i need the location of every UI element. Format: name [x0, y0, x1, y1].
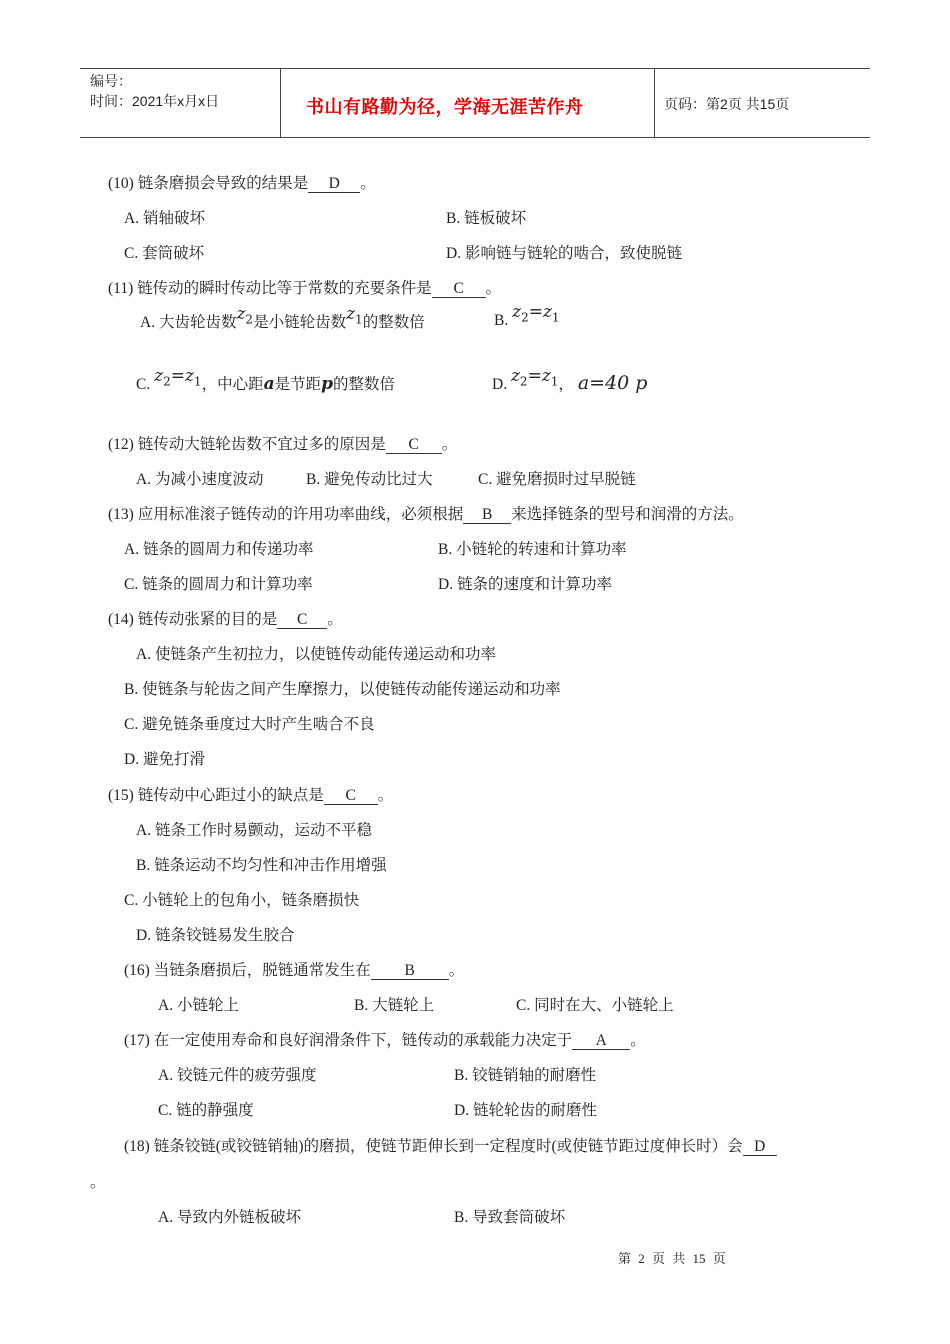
page-footer: 第 2 页 共 15 页 — [618, 1251, 726, 1266]
question-stem: (16) 当链条磨损后，脱链通常发生在 — [124, 962, 371, 979]
option-b: B. 链板破坏 — [446, 210, 527, 227]
option-b: B. 导致套筒破坏 — [454, 1209, 566, 1226]
question-15 — [108, 783, 393, 805]
option-c: C. 小链轮上的包角小，链条磨损快 — [124, 892, 360, 909]
option-c: C. 套筒破坏 — [124, 245, 205, 262]
option-a: A. 使链条产生初拉力，以使链传动能传递运动和功率 — [136, 646, 496, 663]
answer-blank: C — [324, 788, 378, 805]
question-end: 。 — [360, 175, 376, 192]
answer-blank: D — [308, 176, 360, 193]
option-b: B. 大链轮上 — [354, 997, 435, 1014]
code-label: 编号： — [90, 73, 132, 89]
option-a: A. 铰链元件的疲劳强度 — [158, 1067, 317, 1084]
header-divider — [654, 69, 655, 137]
option-d: D. 避免打滑 — [124, 751, 205, 768]
question-stem: (14) 链传动张紧的目的是 — [108, 611, 278, 628]
question-stem: (10) 链条磨损会导致的结果是 — [108, 175, 309, 192]
option-a: A. 链条工作时易颤动，运动不平稳 — [136, 822, 372, 839]
a-40p-math: a=40 p — [577, 372, 648, 394]
question-stem: (18) 链条铰链(或铰链销轴)的磨损，使链节距伸长到一定程度时(或使链节距过度伸长时）会 — [124, 1138, 743, 1155]
question-11 — [108, 276, 501, 298]
question-end: 。 — [630, 1032, 646, 1049]
option-b: B. 避免传动比过大 — [306, 471, 433, 488]
answer-blank: C — [386, 437, 442, 454]
z2-equals-z1-math: $z_2=z_1$ — [510, 366, 559, 389]
question-stem: (13) 应用标准滚子链传动的许用功率曲线，必须根据 — [108, 506, 464, 523]
question-12 — [108, 432, 457, 454]
question-end: 。 — [441, 436, 458, 453]
option-a: A. 小链轮上 — [158, 997, 239, 1014]
option-a: A. 链条的圆周力和传递功率 — [124, 541, 314, 558]
question-stem: (12) 链传动大链轮齿数不宜过多的原因是 — [108, 436, 386, 453]
option-d: D. $z_2=z_1$， a=40 p — [492, 366, 648, 394]
question-end: 。 — [485, 280, 502, 297]
header-divider — [280, 69, 281, 137]
option-b: B. 使链条与轮齿之间产生摩擦力，以使链传动能传递运动和功率 — [124, 681, 561, 698]
motto: 书山有路勤为径，学海无涯苦作舟 — [306, 97, 584, 117]
time-label: 时间：2021年x月x日 — [90, 93, 220, 109]
option-a: A. 销轴破坏 — [124, 210, 205, 227]
question-stem: (11) 链传动的瞬时传动比等于常数的充要条件是 — [108, 280, 432, 297]
question-end: 来选择链条的型号和润滑的方法。 — [511, 506, 744, 523]
option-d: D. 链条的速度和计算功率 — [438, 576, 612, 593]
answer-blank: B — [463, 507, 511, 524]
question-14 — [108, 607, 343, 629]
option-d: D. 链条铰链易发生胶合 — [136, 927, 295, 944]
answer-blank: B — [371, 963, 449, 980]
page-label: 页码：第2页 共15页 — [664, 96, 790, 112]
question-end: 。 — [327, 611, 343, 628]
answer-blank: A — [572, 1033, 630, 1050]
question-end: 。 — [448, 962, 465, 979]
z2-equals-z1-math: $z_2=z_1$ — [154, 366, 202, 389]
answer-blank: C — [432, 281, 486, 298]
question-13 — [108, 502, 744, 524]
option-b: B. 链条运动不均匀性和冲击作用增强 — [136, 857, 387, 874]
z2-math: $z_2$ — [236, 304, 254, 327]
question-end: 。 — [377, 787, 394, 804]
z1-math: $z_1$ — [346, 304, 363, 327]
option-a: A. 大齿轮齿数$z_2$是小链轮齿数$z_1$的整数倍 — [140, 304, 425, 331]
option-c: C. 避免磨损时过早脱链 — [478, 471, 636, 488]
option-c: C. 链的静强度 — [158, 1102, 254, 1119]
option-d: D. 影响链与链轮的啮合，致使脱链 — [446, 245, 682, 262]
question-17 — [124, 1028, 646, 1050]
option-a: A. 为减小速度波动 — [136, 471, 264, 488]
question-10 — [108, 171, 376, 193]
option-c: C. 链条的圆周力和计算功率 — [124, 576, 313, 593]
option-c: C. 避免链条垂度过大时产生啮合不良 — [124, 716, 375, 733]
option-d: D. 链轮轮齿的耐磨性 — [454, 1102, 597, 1119]
option-b: B. $z_2=z_1$ — [494, 302, 560, 329]
answer-blank: D — [743, 1139, 777, 1156]
p-math: p — [321, 374, 333, 394]
z2-equals-z1-math: $z_2=z_1$ — [512, 302, 560, 325]
answer-blank: C — [277, 612, 327, 629]
question-end: 。 — [90, 1174, 106, 1191]
option-c: C. $z_2=z_1$，中心距a是节距p的整数倍 — [136, 366, 396, 394]
option-b: B. 小链轮的转速和计算功率 — [438, 541, 627, 558]
option-a: A. 导致内外链板破坏 — [158, 1209, 301, 1226]
option-b: B. 铰链销轴的耐磨性 — [454, 1067, 597, 1084]
question-18 — [124, 1134, 777, 1156]
question-16 — [124, 958, 464, 980]
a-math: a — [263, 374, 275, 394]
question-stem: (17) 在一定使用寿命和良好润滑条件下，链传动的承载能力决定于 — [124, 1032, 573, 1049]
option-c: C. 同时在大、小链轮上 — [516, 997, 674, 1014]
question-stem: (15) 链传动中心距过小的缺点是 — [108, 787, 324, 804]
